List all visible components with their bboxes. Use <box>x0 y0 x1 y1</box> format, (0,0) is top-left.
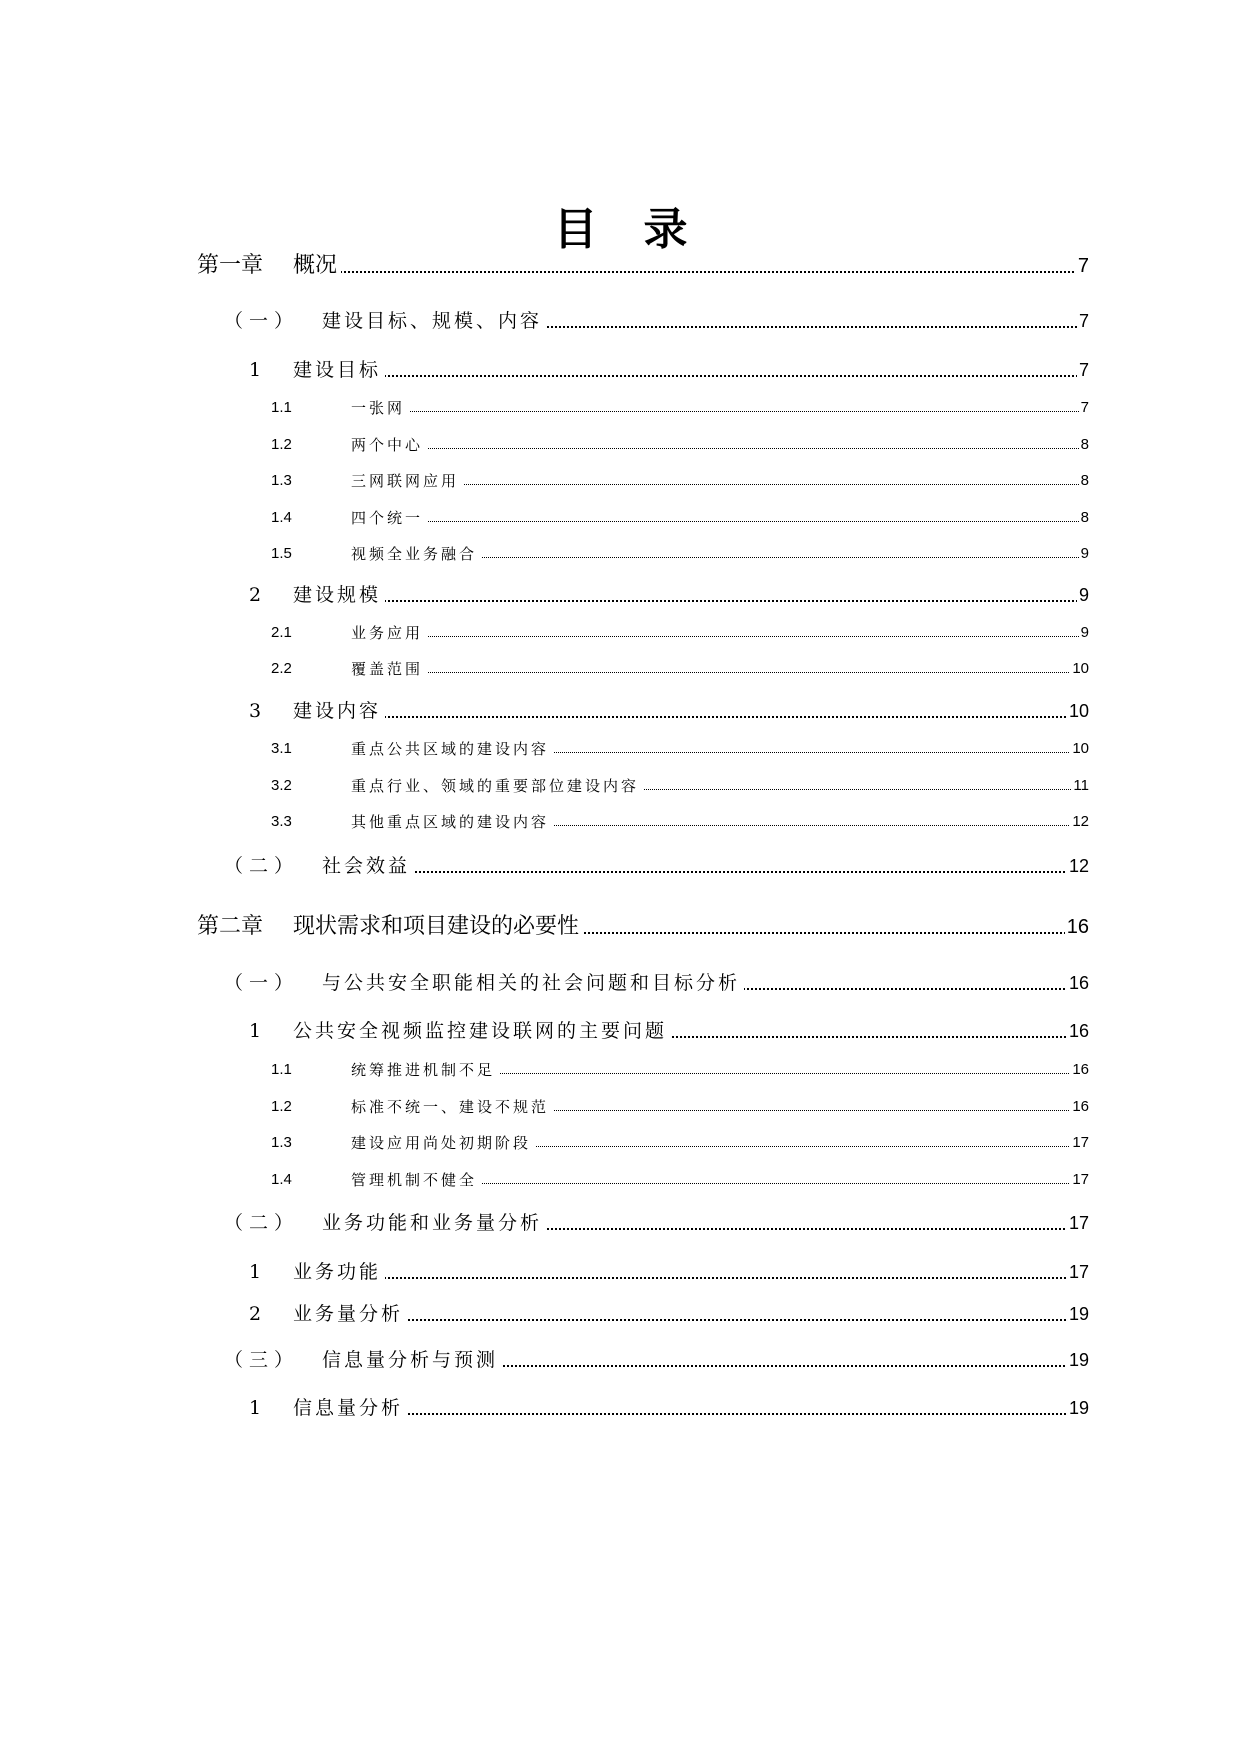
toc-entry[interactable] <box>0 1020 1241 1050</box>
toc-entry[interactable] <box>0 1303 1241 1333</box>
toc-entry-page-number: 16 <box>1072 1061 1089 1078</box>
toc-entry-number: 1.3 <box>271 472 292 489</box>
toc-entry-title: 管理机制不健全 <box>351 1171 481 1189</box>
toc-entry[interactable] <box>0 399 1241 429</box>
toc-entry-title: 统筹推进机制不足 <box>351 1061 499 1079</box>
toc-entry[interactable] <box>0 700 1241 730</box>
toc-dot-leader <box>322 871 1089 873</box>
toc-entry-title: 社会效益 <box>322 855 414 878</box>
toc-entry-title: 其他重点区域的建设内容 <box>351 813 553 831</box>
toc-entry-number: 1.2 <box>271 436 292 453</box>
toc-entry-number: 1.1 <box>271 1061 292 1078</box>
toc-entry-page-number: 17 <box>1068 1262 1089 1282</box>
toc-entry-title: 信息量分析与预测 <box>322 1349 502 1372</box>
toc-entry-number: 1.5 <box>271 545 292 562</box>
toc-entry[interactable] <box>0 436 1241 466</box>
toc-entry-number: 1 <box>249 1397 262 1419</box>
toc-entry-number: 3.3 <box>271 813 292 830</box>
toc-entry-page-number: 17 <box>1072 1134 1089 1151</box>
toc-entry-title: 现状需求和项目建设的必要性 <box>293 914 583 940</box>
toc-entry-title: 重点公共区域的建设内容 <box>351 740 553 758</box>
toc-entry-title: 覆盖范围 <box>351 660 427 678</box>
toc-entry-number: （一） <box>224 310 300 332</box>
toc-entry-number: （三） <box>224 1349 300 1371</box>
toc-entry-title: 视频全业务融合 <box>351 545 481 563</box>
toc-entry-title: 一张网 <box>351 399 409 417</box>
toc-entry-page-number: 11 <box>1073 777 1089 794</box>
toc-dot-leader <box>293 716 1089 718</box>
toc-entry[interactable] <box>0 1212 1241 1242</box>
toc-entry[interactable] <box>0 740 1241 770</box>
toc-entry-number: （二） <box>224 855 300 877</box>
toc-entry-title: 业务量分析 <box>293 1303 407 1326</box>
toc-entry[interactable] <box>0 472 1241 502</box>
toc-entry-title: 公共安全视频监控建设联网的主要问题 <box>293 1020 671 1043</box>
toc-dot-leader <box>351 636 1089 637</box>
toc-entry[interactable] <box>0 813 1241 843</box>
toc-entry-number: 1.3 <box>271 1134 292 1151</box>
toc-entry[interactable] <box>0 1397 1241 1427</box>
toc-entry-title: 建设规模 <box>293 584 385 607</box>
toc-entry[interactable] <box>0 584 1241 614</box>
toc-entry-title: 标准不统一、建设不规范 <box>351 1098 553 1116</box>
toc-entry-page-number: 9 <box>1078 585 1089 605</box>
toc-dot-leader <box>293 1413 1089 1415</box>
toc-entry-number: 2.1 <box>271 624 292 641</box>
toc-entry[interactable] <box>0 359 1241 389</box>
toc-entry-page-number: 7 <box>1078 360 1089 380</box>
toc-entry[interactable] <box>0 777 1241 807</box>
toc-entry-number: （一） <box>224 972 300 994</box>
toc-entry-page-number: 7 <box>1078 311 1089 331</box>
toc-entry[interactable] <box>0 1261 1241 1291</box>
toc-entry-page-number: 19 <box>1068 1304 1089 1324</box>
toc-entry-number: 1 <box>249 359 262 381</box>
toc-entry-page-number: 16 <box>1066 916 1089 938</box>
toc-title: 目录 <box>553 204 734 255</box>
toc-entry-number: 1 <box>249 1261 262 1283</box>
toc-entry-page-number: 10 <box>1072 660 1089 677</box>
toc-entry-page-number: 16 <box>1072 1098 1089 1115</box>
toc-entry-page-number: 19 <box>1068 1350 1089 1370</box>
toc-dot-leader <box>351 411 1089 412</box>
toc-dot-leader <box>293 1277 1089 1279</box>
toc-entry-page-number: 10 <box>1068 701 1089 721</box>
toc-entry-number: 2.2 <box>271 660 292 677</box>
toc-entry[interactable] <box>0 624 1241 654</box>
toc-entry-title: 概况 <box>293 253 341 279</box>
toc-entry-title: 四个统一 <box>351 509 427 527</box>
toc-entry-number: 第二章 <box>197 914 264 939</box>
toc-dot-leader <box>293 600 1089 602</box>
toc-entry[interactable] <box>0 310 1241 340</box>
toc-dot-leader <box>351 521 1089 522</box>
toc-entry-page-number: 7 <box>1077 255 1089 277</box>
toc-entry[interactable] <box>0 972 1241 1002</box>
toc-entry-page-number: 8 <box>1080 472 1089 489</box>
toc-entry-title: 业务应用 <box>351 624 427 642</box>
toc-entry[interactable] <box>0 914 1241 944</box>
toc-entry-title: 与公共安全职能相关的社会问题和目标分析 <box>322 972 744 995</box>
toc-entry-page-number: 16 <box>1068 1021 1089 1041</box>
toc-entry[interactable] <box>0 1134 1241 1164</box>
toc-entry[interactable] <box>0 660 1241 690</box>
toc-entry[interactable] <box>0 1098 1241 1128</box>
toc-entry-page-number: 10 <box>1072 740 1089 757</box>
toc-entry-number: 2 <box>249 584 262 606</box>
toc-entry-number: 第一章 <box>197 253 264 278</box>
toc-entry[interactable] <box>0 509 1241 539</box>
toc-entry-page-number: 8 <box>1080 436 1089 453</box>
toc-dot-leader <box>293 1319 1089 1321</box>
toc-dot-leader <box>293 375 1089 377</box>
toc-dot-leader <box>351 672 1089 673</box>
toc-entry-number: 1.4 <box>271 1171 292 1188</box>
toc-dot-leader <box>293 271 1089 273</box>
toc-entry-page-number: 17 <box>1072 1171 1089 1188</box>
toc-entry-number: （二） <box>224 1212 300 1234</box>
toc-entry-title: 建设目标、规模、内容 <box>322 310 546 333</box>
toc-entry-title: 建设应用尚处初期阶段 <box>351 1134 535 1152</box>
toc-entry-title: 重点行业、领域的重要部位建设内容 <box>351 777 643 795</box>
toc-entry-title: 信息量分析 <box>293 1397 407 1420</box>
toc-entry-page-number: 7 <box>1080 399 1089 416</box>
toc-entry-number: 2 <box>249 1303 262 1325</box>
toc-entry-number: 1.4 <box>271 509 292 526</box>
toc-entry-number: 1.2 <box>271 1098 292 1115</box>
toc-entry-title: 业务功能和业务量分析 <box>322 1212 546 1235</box>
toc-entry-page-number: 12 <box>1068 856 1089 876</box>
toc-entry-number: 3.2 <box>271 777 292 794</box>
toc-entry-page-number: 8 <box>1080 509 1089 526</box>
toc-entry[interactable] <box>0 855 1241 885</box>
toc-entry[interactable] <box>0 1061 1241 1091</box>
toc-entry-title: 建设内容 <box>293 700 385 723</box>
toc-entry-page-number: 9 <box>1080 624 1089 641</box>
toc-entry-page-number: 19 <box>1068 1398 1089 1418</box>
toc-entry-number: 3 <box>249 700 262 722</box>
toc-entry-page-number: 16 <box>1068 973 1089 993</box>
toc-entry-title: 建设目标 <box>293 359 385 382</box>
toc-entry-number: 1.1 <box>271 399 292 416</box>
toc-entry-number: 1 <box>249 1020 262 1042</box>
toc-entry-title: 业务功能 <box>293 1261 385 1284</box>
toc-entry-number: 3.1 <box>271 740 292 757</box>
toc-entry-page-number: 9 <box>1080 545 1089 562</box>
toc-entry[interactable] <box>0 1171 1241 1201</box>
toc-entry[interactable] <box>0 1349 1241 1379</box>
toc-entry-title: 两个中心 <box>351 436 427 454</box>
toc-entry[interactable] <box>0 545 1241 575</box>
toc-entry-page-number: 12 <box>1072 813 1089 830</box>
toc-dot-leader <box>351 448 1089 449</box>
toc-entry-title: 三网联网应用 <box>351 472 463 490</box>
toc-entry-page-number: 17 <box>1068 1213 1089 1233</box>
toc-entry[interactable] <box>0 253 1241 283</box>
